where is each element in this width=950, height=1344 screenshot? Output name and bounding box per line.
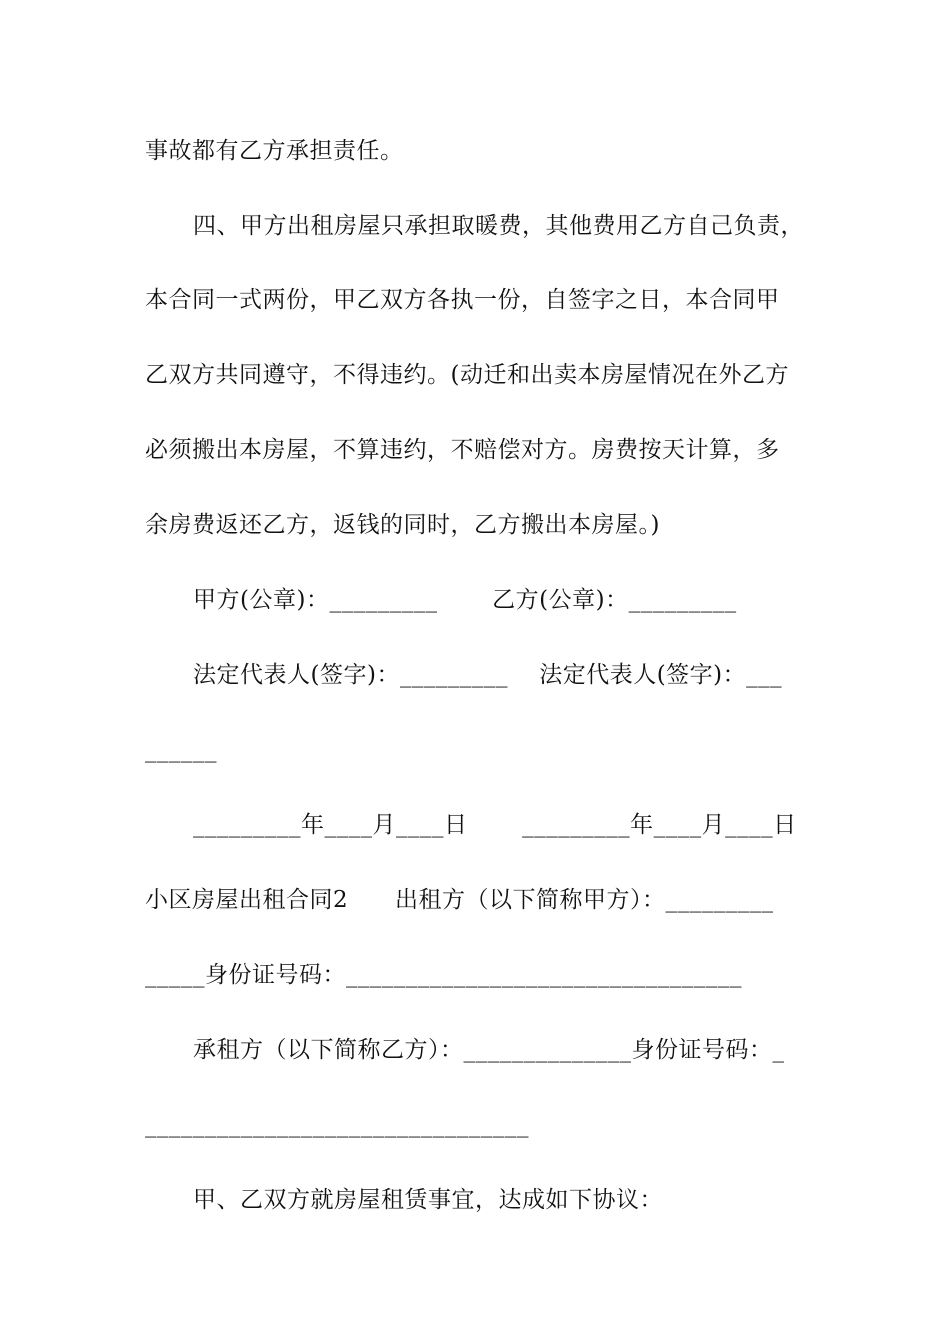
text-line: 本合同一式两份，甲乙双方各执一份，自签字之日，本合同甲: [145, 287, 780, 313]
text-line: ________________________________: [145, 1112, 529, 1138]
contract-heading-line: 小区房屋出租合同2 出租方（以下简称甲方）：_________: [145, 887, 774, 913]
text-line: 甲、乙双方就房屋租赁事宜，达成如下协议：: [193, 1187, 663, 1213]
text-line: _____身份证号码：_________________________________: [145, 962, 742, 988]
party-seal-line: 甲方(公章)：_________ 乙方(公章)：_________: [193, 587, 737, 613]
text-line: 必须搬出本房屋，不算违约，不赔偿对方。房费按天计算，多: [145, 437, 780, 463]
text-line: 余房费返还乙方，返钱的同时，乙方搬出本房屋。): [145, 512, 660, 538]
text-line: 事故都有乙方承担责任。: [145, 138, 404, 164]
text-line: 乙双方共同遵守，不得违约。(动迁和出卖本房屋情况在外乙方: [145, 362, 789, 388]
text-line: 承租方（以下简称乙方）：______________身份证号码：_: [193, 1037, 785, 1063]
text-line: 四、甲方出租房屋只承担取暖费，其他费用乙方自己负责，: [193, 213, 804, 239]
date-line: _________年____月____日 _________年____月____日: [193, 812, 797, 838]
legal-rep-signature-line: 法定代表人(签字)：_________ 法定代表人(签字)：___: [193, 662, 783, 688]
text-line: ______: [145, 737, 217, 763]
